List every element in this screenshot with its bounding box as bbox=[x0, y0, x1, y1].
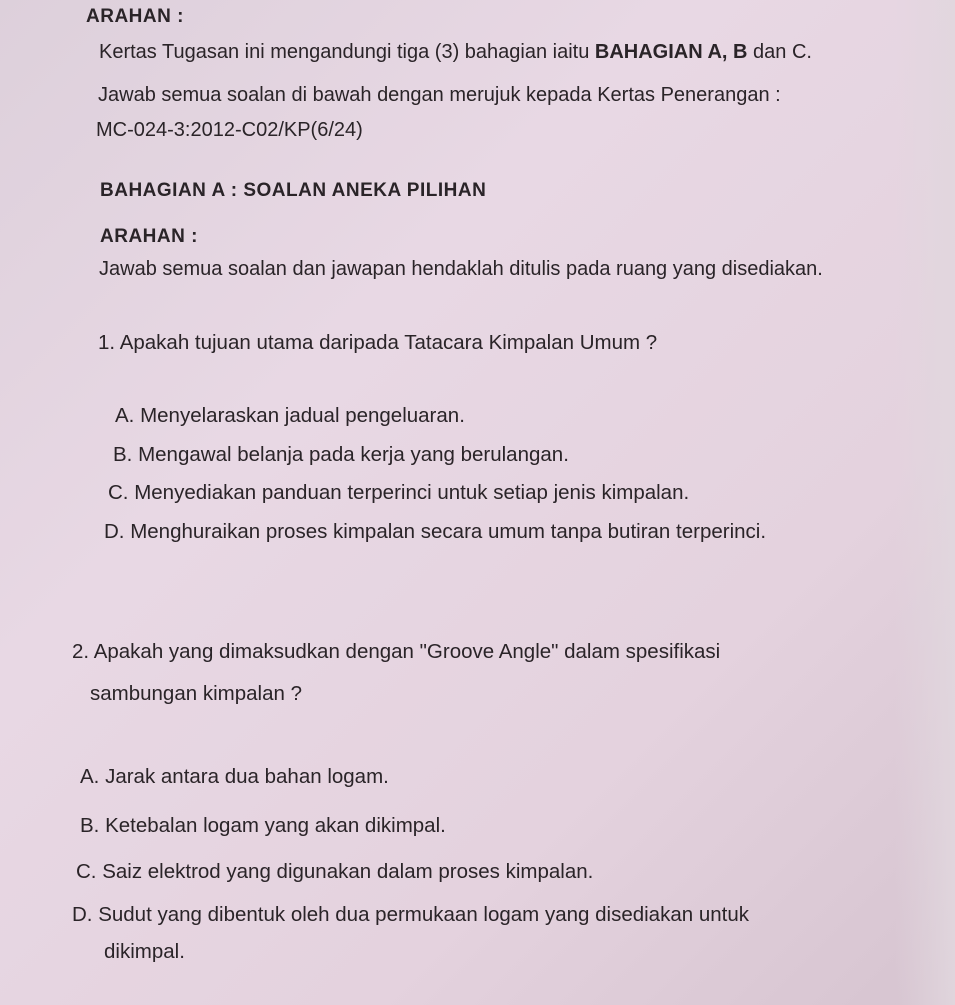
q2-option-c: C. Saiz elektrod yang digunakan dalam proses kimpalan. bbox=[76, 860, 594, 883]
section-a-instruction: Jawab semua soalan dan jawapan hendaklah ditulis pada ruang yang disediakan. bbox=[99, 258, 823, 280]
q1-option-b: B. Mengawal belanja pada kerja yang berulangan. bbox=[113, 443, 569, 466]
q2-option-b: B. Ketebalan logam yang akan dikimpal. bbox=[80, 814, 446, 837]
question-1: 1. Apakah tujuan utama daripada Tatacara Kimpalan Umum ? bbox=[98, 331, 658, 354]
intro-line-1: Kertas Tugasan ini mengandungi tiga (3) bahagian iaitu BAHAGIAN A, B dan C. bbox=[99, 41, 812, 63]
q2-option-d: D. Sudut yang dibentuk oleh dua permukaan logam yang disediakan untuk bbox=[72, 903, 749, 926]
q2-option-d-cont: dikimpal. bbox=[104, 940, 185, 963]
q1-option-c: C. Menyediakan panduan terperinci untuk setiap jenis kimpalan. bbox=[108, 481, 690, 504]
arahan-heading: ARAHAN : bbox=[86, 6, 184, 27]
section-a-title: BAHAGIAN A : SOALAN ANEKA PILIHAN bbox=[100, 180, 487, 201]
question-2: 2. Apakah yang dimaksudkan dengan "Groove Angle" dalam spesifikasi bbox=[72, 640, 721, 663]
question-2-cont: sambungan kimpalan ? bbox=[90, 682, 302, 705]
reference-code: MC-024-3:2012-C02/KP(6/24) bbox=[96, 119, 363, 141]
page-edge-shade bbox=[895, 0, 955, 1005]
q1-option-a: A. Menyelaraskan jadual pengeluaran. bbox=[115, 404, 465, 427]
section-a-arahan: ARAHAN : bbox=[100, 226, 198, 247]
q1-option-d: D. Menghuraikan proses kimpalan secara umum tanpa butiran terperinci. bbox=[104, 520, 767, 543]
q2-option-a: A. Jarak antara dua bahan logam. bbox=[80, 765, 389, 788]
intro-line-2: Jawab semua soalan di bawah dengan merujuk kepada Kertas Penerangan : bbox=[98, 84, 781, 106]
